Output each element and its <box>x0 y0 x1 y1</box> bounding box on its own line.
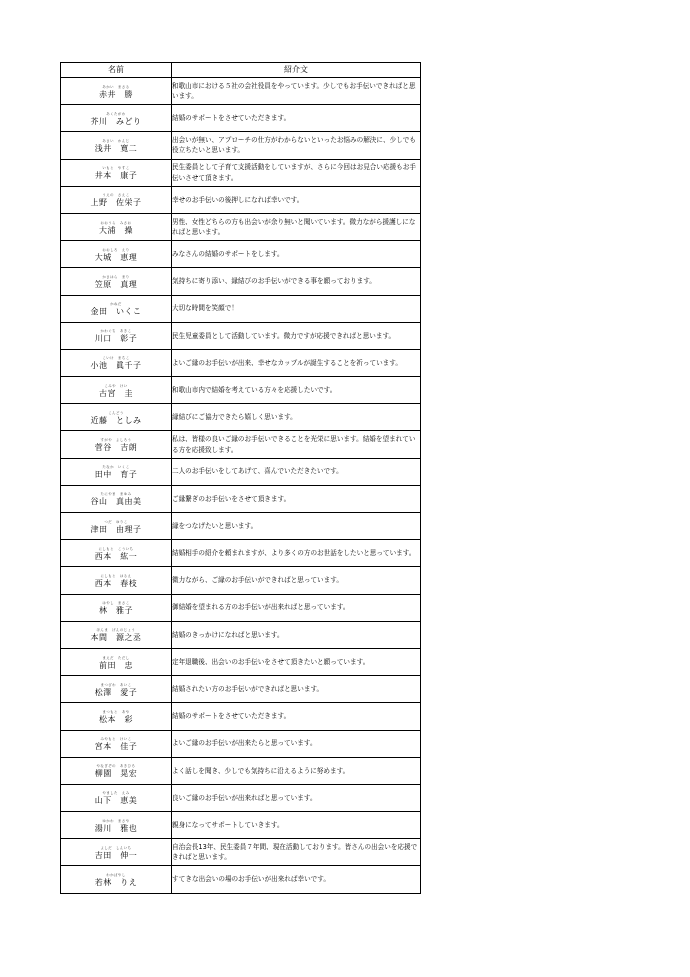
name-block <box>95 846 138 861</box>
person-name: 浅井 寛二 <box>94 143 138 153</box>
name-reading: あくたがわ <box>106 111 126 116</box>
name-reading: まえだ ただし <box>102 655 130 660</box>
name-cell <box>61 648 172 675</box>
name-reading: こんどう <box>108 410 124 415</box>
name-reading: あさい かんじ <box>102 138 130 143</box>
person-name: 宮本 佳子 <box>94 742 138 752</box>
intro-text: 微力ながら、ご縁のお手伝いができればと思っています。 <box>172 567 421 594</box>
name-block <box>95 166 138 181</box>
person-name: 菅谷 吉朗 <box>94 443 138 453</box>
name-block <box>99 384 133 399</box>
intro-text: 気持ちに寄り添い、縁結びのお手伝いができる事を願っております。 <box>172 268 421 295</box>
table-row <box>61 703 421 730</box>
name-block <box>95 275 138 290</box>
table-row <box>61 213 421 240</box>
person-name: 笠原 真理 <box>94 279 138 289</box>
intro-text: 民生委員として子育て支援活動をしていますが、さらに今回はお見合い応援もお手伝いさせて頂きます。 <box>172 159 421 186</box>
intro-text: 良いご縁のお手伝いが出来ればと思っています。 <box>172 784 421 811</box>
name-reading: にしもと こういち <box>98 546 134 551</box>
table-row <box>61 458 421 485</box>
table-row <box>61 540 421 567</box>
intro-text: 定年退職後、出会いのお手伝いをさせて頂きたいと願っています。 <box>172 648 421 675</box>
table-row <box>61 866 421 893</box>
name-cell <box>61 349 172 376</box>
person-name: 前田 忠 <box>99 660 133 670</box>
intro-text: すてきな出会いの場のお手伝いが出来れば幸いです。 <box>172 866 421 893</box>
name-cell <box>61 159 172 186</box>
name-cell <box>61 485 172 512</box>
person-name: 津田 由理子 <box>90 524 142 534</box>
name-reading: おおうら みさお <box>100 220 132 225</box>
name-cell <box>61 757 172 784</box>
table-row <box>61 78 421 105</box>
person-name: 松澤 愛子 <box>94 687 138 697</box>
intro-text: 二人のお手伝いをしてあげて、喜んでいただきたいです。 <box>172 458 421 485</box>
person-name: 谷山 真由美 <box>90 497 142 507</box>
person-name: 金田 いくこ <box>90 307 142 317</box>
name-cell <box>61 213 172 240</box>
name-block <box>99 710 133 725</box>
name-cell <box>61 839 172 866</box>
person-name: 林 雅子 <box>99 606 133 616</box>
name-block <box>91 411 142 426</box>
name-cell <box>61 105 172 132</box>
name-block <box>95 791 138 806</box>
name-reading: にしもと はるえ <box>100 573 132 578</box>
name-cell <box>61 866 172 893</box>
person-name: 古宮 圭 <box>99 388 133 398</box>
name-cell <box>61 186 172 213</box>
name-block <box>95 764 138 779</box>
name-reading: よしだ しんいち <box>100 845 132 850</box>
name-reading: かねだ <box>110 302 122 307</box>
name-cell <box>61 540 172 567</box>
name-block <box>95 547 138 562</box>
name-reading: たなか いくこ <box>102 465 130 470</box>
table-row <box>61 513 421 540</box>
table-row <box>61 322 421 349</box>
intro-text: よいご縁のお手伝いが出来、幸せなカップルが誕生することを祈っています。 <box>172 349 421 376</box>
name-reading: すがや よしろう <box>100 438 132 443</box>
name-reading: こみや けい <box>104 383 128 388</box>
name-block <box>95 329 138 344</box>
person-name: 田中 育子 <box>94 470 138 480</box>
name-block <box>95 438 138 453</box>
name-cell <box>61 268 172 295</box>
name-cell <box>61 377 172 404</box>
intro-text: 大切な時間を笑顔で！ <box>172 295 421 322</box>
table-header <box>61 63 421 78</box>
name-cell <box>61 784 172 811</box>
person-name: 若林 りえ <box>94 878 138 888</box>
name-cell <box>61 458 172 485</box>
name-block <box>91 112 142 127</box>
person-name: 吉田 伸一 <box>94 850 138 860</box>
person-name: 柳園 晃宏 <box>94 769 138 779</box>
name-block <box>91 628 142 643</box>
name-block <box>99 85 133 100</box>
name-reading: かわぐち あきこ <box>100 329 132 334</box>
person-name: 山下 恵美 <box>94 796 138 806</box>
name-cell <box>61 295 172 322</box>
name-reading: みやもと けいこ <box>100 737 132 742</box>
name-reading: やなぎぞの あきひろ <box>96 764 136 769</box>
intro-text: 結婚のサポートをさせていただきます。 <box>172 105 421 132</box>
person-name: 近藤 としみ <box>90 415 142 425</box>
person-name: 本間 源之丞 <box>90 633 142 643</box>
table-row <box>61 404 421 431</box>
name-cell <box>61 513 172 540</box>
table-row <box>61 676 421 703</box>
name-reading: おおしろ えり <box>102 247 130 252</box>
person-name: 西本 紘一 <box>94 551 138 561</box>
name-block <box>95 737 138 752</box>
table-row <box>61 812 421 839</box>
header-name: 名前 <box>61 63 172 78</box>
name-block <box>91 356 142 371</box>
intro-text: ご縁繋ぎのお手伝いをさせて頂きます。 <box>172 485 421 512</box>
name-block <box>95 819 138 834</box>
intro-text: 御結婚を望まれる方のお手伝いが出来ればと思っています。 <box>172 594 421 621</box>
name-cell <box>61 404 172 431</box>
name-block <box>95 248 138 263</box>
name-block <box>95 873 138 888</box>
table-body <box>61 78 421 894</box>
name-block <box>91 302 142 317</box>
person-name: 小池 眞千子 <box>90 361 142 371</box>
table-row <box>61 349 421 376</box>
name-cell <box>61 567 172 594</box>
name-block <box>95 139 138 154</box>
person-name: 大浦 操 <box>99 225 133 235</box>
name-cell <box>61 132 172 159</box>
table-row <box>61 485 421 512</box>
name-block <box>95 465 138 480</box>
person-name: 大城 恵理 <box>94 252 138 262</box>
person-name: 湯川 雅也 <box>94 823 138 833</box>
intro-text: 民生児童委員として活動しています。微力ですが応援できればと思います。 <box>172 322 421 349</box>
name-cell <box>61 676 172 703</box>
name-cell <box>61 322 172 349</box>
name-block <box>99 221 133 236</box>
name-reading: やました えみ <box>102 791 130 796</box>
table-row <box>61 784 421 811</box>
person-name: 井本 康子 <box>94 171 138 181</box>
name-block <box>95 574 138 589</box>
name-cell <box>61 241 172 268</box>
table-row <box>61 594 421 621</box>
header-row <box>61 63 421 78</box>
name-block <box>95 683 138 698</box>
intro-text: よいご縁のお手伝いが出来たらと思っています。 <box>172 730 421 757</box>
person-name: 西本 春枝 <box>94 578 138 588</box>
name-reading: はやし まさこ <box>102 601 130 606</box>
table-row <box>61 132 421 159</box>
name-reading: わかばやし <box>106 873 126 878</box>
table-row <box>61 730 421 757</box>
name-reading: こいけ まちこ <box>102 356 130 361</box>
intro-text: 親身になってサポートしていきます。 <box>172 812 421 839</box>
person-name: 芥川 みどり <box>90 116 142 126</box>
intro-text: 男性、女性どちらの方も出会いが余り無いと聞いています。微力ながら援護しになればと思います。 <box>172 213 421 240</box>
table-row <box>61 159 421 186</box>
intro-text: よく話しを聞き、少しでも気持ちに沿えるように努めます。 <box>172 757 421 784</box>
intro-text: 結婚のきっかけになればと思います。 <box>172 621 421 648</box>
name-reading: かさはら まり <box>102 274 130 279</box>
name-reading: ほんま げんのじょう <box>96 628 136 633</box>
intro-text: 縁をつなげたいと思います。 <box>172 513 421 540</box>
intro-text: 結婚のサポートをさせていただきます。 <box>172 703 421 730</box>
intro-text: 結婚相手の紹介を頼まれますが、より多くの方のお世話をしたいと思っています。 <box>172 540 421 567</box>
table-row <box>61 377 421 404</box>
person-name: 赤井 勝 <box>99 89 133 99</box>
table-row <box>61 757 421 784</box>
name-block <box>91 492 142 507</box>
name-reading: つだ ゆりこ <box>104 519 128 524</box>
name-reading: たにやま まゆみ <box>100 492 132 497</box>
intro-text: みなさんの結婚のサポートをします。 <box>172 241 421 268</box>
name-block <box>99 656 133 671</box>
intro-text: 和歌山市内で結婚を考えている方々を応援したいです。 <box>172 377 421 404</box>
intro-text: 自治会長13年、民生委員７年間、現在活動しております。皆さんの出会いを応援できればと思います。 <box>172 839 421 866</box>
person-name: 松本 彩 <box>99 714 133 724</box>
table-row <box>61 268 421 295</box>
introduction-table <box>60 62 421 894</box>
intro-text: 縁結びにご協力できたら嬉しく思います。 <box>172 404 421 431</box>
table-row <box>61 839 421 866</box>
intro-text: 出会いが無い、アプローチの仕方がわからないといったお悩みの解決に、少しでも役立ちたいと思います。 <box>172 132 421 159</box>
name-reading: まつざわ あいこ <box>100 682 132 687</box>
table-row <box>61 431 421 458</box>
intro-text: 私は、皆様の良いご縁のお手伝いできることを光栄に思います。結婚を望まれている方を応援致します。 <box>172 431 421 458</box>
table-row <box>61 621 421 648</box>
table-row <box>61 648 421 675</box>
name-reading: ゆかわ まさや <box>102 818 130 823</box>
name-cell <box>61 78 172 105</box>
name-cell <box>61 431 172 458</box>
table-row <box>61 186 421 213</box>
name-block <box>91 193 142 208</box>
name-cell <box>61 703 172 730</box>
name-reading: まつもと あや <box>102 709 130 714</box>
name-cell <box>61 621 172 648</box>
name-block <box>91 520 142 535</box>
intro-text: 和歌山市における５社の会社役員をやっています。少しでもお手伝いできればと思います。 <box>172 78 421 105</box>
table-row <box>61 241 421 268</box>
name-cell <box>61 730 172 757</box>
table-row <box>61 295 421 322</box>
name-reading: うえの さえこ <box>102 193 130 198</box>
intro-text: 結婚されたい方のお手伝いができればと思います。 <box>172 676 421 703</box>
name-block <box>99 601 133 616</box>
person-name: 上野 佐栄子 <box>90 198 142 208</box>
name-reading: いもと やすこ <box>102 166 130 171</box>
name-cell <box>61 812 172 839</box>
table-row <box>61 567 421 594</box>
person-name: 川口 彰子 <box>94 334 138 344</box>
name-cell <box>61 594 172 621</box>
intro-text: 幸せのお手伝いの後押しになれば幸いです。 <box>172 186 421 213</box>
table-row <box>61 105 421 132</box>
name-reading: あかい まさる <box>102 84 130 89</box>
header-intro: 紹介文 <box>172 63 421 78</box>
